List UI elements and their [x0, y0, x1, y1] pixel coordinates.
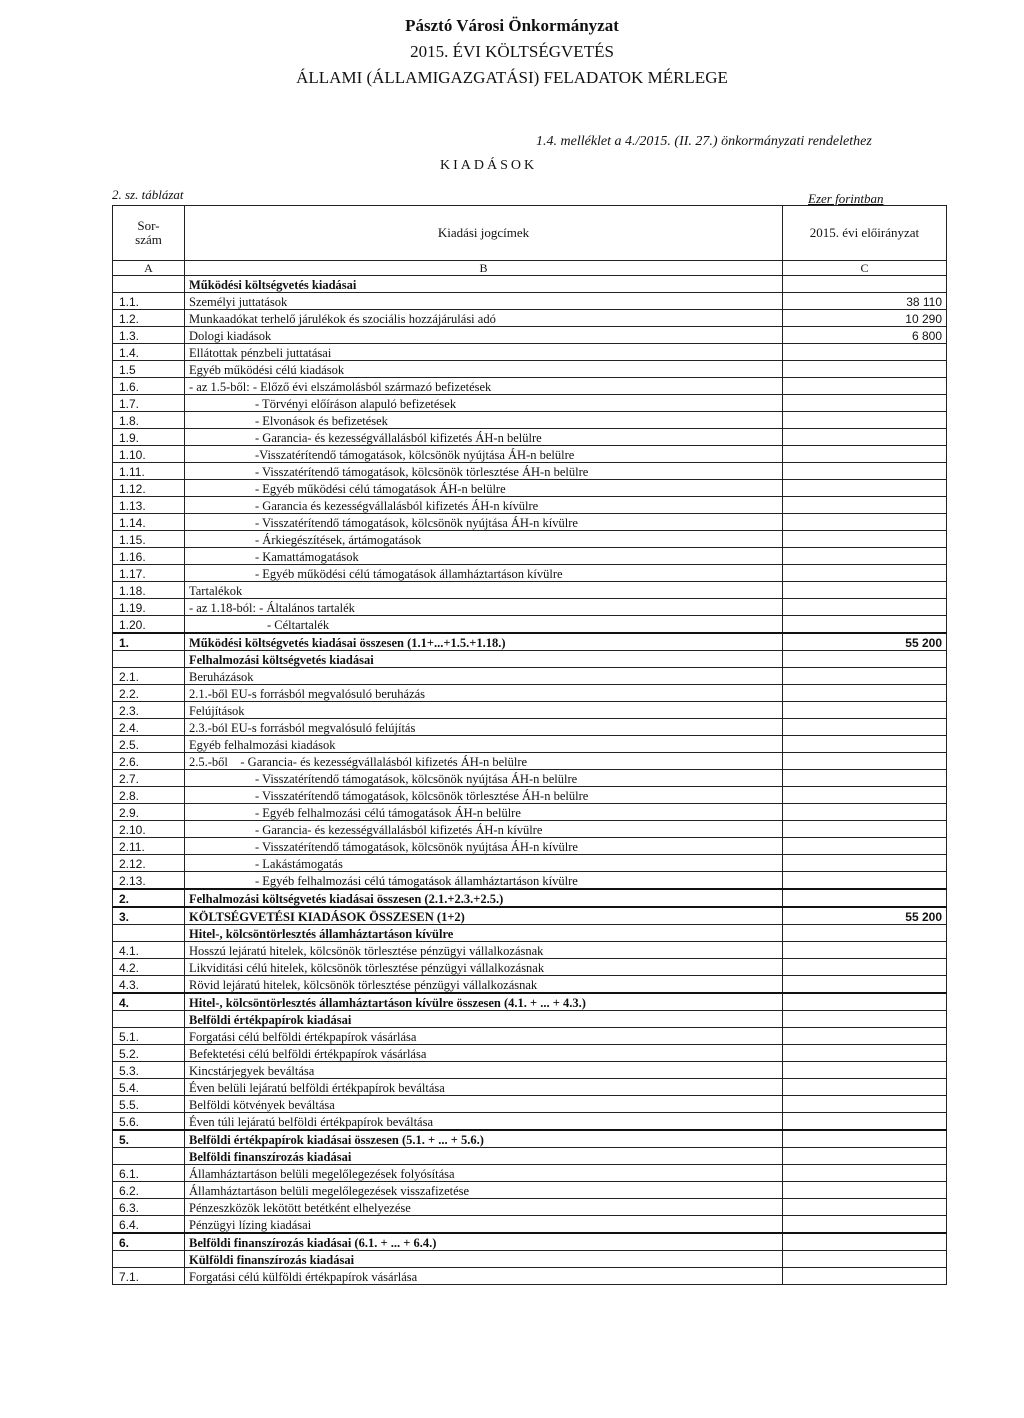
- row-amount: [783, 429, 947, 446]
- row-amount: 55 200: [783, 907, 947, 925]
- row-serial: 2.8.: [113, 787, 185, 804]
- table-row: [113, 531, 947, 548]
- table-row: [113, 548, 947, 565]
- table-row: [113, 344, 947, 361]
- table-row: [113, 412, 947, 429]
- row-amount: [783, 276, 947, 293]
- row-amount: [783, 531, 947, 548]
- row-amount: [783, 463, 947, 480]
- row-serial: 1.11.: [113, 463, 185, 480]
- row-serial: 2.11.: [113, 838, 185, 855]
- table-row: [113, 599, 947, 616]
- balance-title: ÁLLAMI (ÁLLAMIGAZGATÁSI) FELADATOK MÉRLEGE: [296, 68, 728, 87]
- row-serial: [113, 276, 185, 293]
- row-serial: 6.1.: [113, 1165, 185, 1182]
- row-serial: 6.2.: [113, 1182, 185, 1199]
- table-row: [113, 1216, 947, 1234]
- row-serial: [113, 925, 185, 942]
- table-row: [113, 293, 947, 310]
- row-label: Felhalmozási költségvetés kiadásai összesen (2.1.+2.3.+2.5.): [185, 889, 783, 907]
- row-label: Egyéb működési célú kiadások: [185, 361, 783, 378]
- row-amount: [783, 959, 947, 976]
- annex-reference: 1.4. melléklet a 4./2015. (II. 27.) önkormányzati rendelethez: [536, 134, 872, 149]
- row-amount: [783, 582, 947, 599]
- table-row: [113, 719, 947, 736]
- row-serial: 5.6.: [113, 1113, 185, 1131]
- row-label: 2.5.-ből - Garancia- és kezességvállalásból kifizetés ÁH-n belülre: [185, 753, 783, 770]
- row-serial: 1.18.: [113, 582, 185, 599]
- table-row: [113, 1268, 947, 1285]
- row-label: Belföldi értékpapírok kiadásai összesen (5.1. + ... + 5.6.): [185, 1130, 783, 1148]
- table-row: [113, 872, 947, 890]
- row-serial: 1.16.: [113, 548, 185, 565]
- row-label: - az 1.5-ből: - Előző évi elszámolásból származó befizetések: [185, 378, 783, 395]
- table-row: [113, 651, 947, 668]
- row-label: - Egyéb felhalmozási célú támogatások államháztartáson kívülre: [185, 872, 783, 890]
- row-serial: 2.1.: [113, 668, 185, 685]
- table-row: [113, 942, 947, 959]
- row-amount: [783, 1251, 947, 1268]
- row-serial: 1.3.: [113, 327, 185, 344]
- row-label: -Visszatérítendő támogatások, kölcsönök nyújtása ÁH-n belülre: [185, 446, 783, 463]
- row-amount: [783, 1045, 947, 1062]
- row-label: Belföldi finanszírozás kiadásai: [185, 1148, 783, 1165]
- row-amount: [783, 1113, 947, 1131]
- row-serial: 1.2.: [113, 310, 185, 327]
- letter-a: A: [113, 261, 185, 276]
- row-label: - Egyéb működési célú támogatások államháztartáson kívülre: [185, 565, 783, 582]
- row-serial: 7.1.: [113, 1268, 185, 1285]
- row-amount: [783, 599, 947, 616]
- row-label: Befektetési célú belföldi értékpapírok vásárlása: [185, 1045, 783, 1062]
- table-row: [113, 514, 947, 531]
- row-serial: 2.5.: [113, 736, 185, 753]
- row-amount: [783, 787, 947, 804]
- table-row: [113, 1148, 947, 1165]
- row-serial: 1.10.: [113, 446, 185, 463]
- expenditure-table: [112, 205, 947, 1285]
- row-serial: 2.7.: [113, 770, 185, 787]
- row-label: Kincstárjegyek beváltása: [185, 1062, 783, 1079]
- row-amount: [783, 1148, 947, 1165]
- row-label: Forgatási célú belföldi értékpapírok vásárlása: [185, 1028, 783, 1045]
- row-amount: [783, 395, 947, 412]
- row-label: Működési költségvetés kiadásai: [185, 276, 783, 293]
- row-serial: 1.12.: [113, 480, 185, 497]
- row-label: Éven túli lejáratú belföldi értékpapírok beváltása: [185, 1113, 783, 1131]
- row-amount: [783, 804, 947, 821]
- row-amount: [783, 1028, 947, 1045]
- row-amount: [783, 1199, 947, 1216]
- row-amount: [783, 1062, 947, 1079]
- table-row: [113, 565, 947, 582]
- row-amount: [783, 770, 947, 787]
- table-row: [113, 685, 947, 702]
- row-amount: [783, 976, 947, 994]
- row-label: - Visszatérítendő támogatások, kölcsönök törlesztése ÁH-n belülre: [185, 787, 783, 804]
- table-row: [113, 446, 947, 463]
- table-row: [113, 1011, 947, 1028]
- row-amount: 6 800: [783, 327, 947, 344]
- row-amount: [783, 548, 947, 565]
- table-row: [113, 310, 947, 327]
- row-amount: [783, 344, 947, 361]
- row-amount: [783, 702, 947, 719]
- row-serial: 2.2.: [113, 685, 185, 702]
- table-row: [113, 1165, 947, 1182]
- row-amount: [783, 361, 947, 378]
- row-serial: 3.: [113, 907, 185, 925]
- row-amount: 38 110: [783, 293, 947, 310]
- row-serial: 5.: [113, 1130, 185, 1148]
- row-label: Rövid lejáratú hitelek, kölcsönök törlesztése pénzügyi vállalkozásnak: [185, 976, 783, 994]
- unit-label: Ezer forintban: [808, 191, 884, 206]
- row-label: - Garancia- és kezességvállalásból kifizetés ÁH-n belülre: [185, 429, 783, 446]
- row-serial: [113, 1011, 185, 1028]
- row-amount: [783, 1079, 947, 1096]
- row-amount: [783, 651, 947, 668]
- table-row: [113, 838, 947, 855]
- row-amount: 10 290: [783, 310, 947, 327]
- row-serial: 2.12.: [113, 855, 185, 872]
- row-label: Dologi kiadások: [185, 327, 783, 344]
- letter-b: B: [185, 261, 783, 276]
- row-label: Pénzügyi lízing kiadásai: [185, 1216, 783, 1234]
- table-row: [113, 378, 947, 395]
- row-label: Pénzeszközök lekötött betétként elhelyezése: [185, 1199, 783, 1216]
- row-serial: 1.17.: [113, 565, 185, 582]
- row-serial: 1.8.: [113, 412, 185, 429]
- row-label: - Elvonások és befizetések: [185, 412, 783, 429]
- row-amount: [783, 480, 947, 497]
- table-row: [113, 497, 947, 514]
- table-row: [113, 1079, 947, 1096]
- header-serial: Sor- szám: [113, 206, 185, 261]
- row-serial: [113, 1148, 185, 1165]
- row-label: Munkaadókat terhelő járulékok és szociális hozzájárulási adó: [185, 310, 783, 327]
- row-label: KÖLTSÉGVETÉSI KIADÁSOK ÖSSZESEN (1+2): [185, 907, 783, 925]
- table-row: [113, 925, 947, 942]
- table-header-row: [113, 206, 947, 261]
- row-label: Külföldi finanszírozás kiadásai: [185, 1251, 783, 1268]
- row-amount: [783, 616, 947, 634]
- row-label: Tartalékok: [185, 582, 783, 599]
- row-serial: [113, 651, 185, 668]
- row-label: - Visszatérítendő támogatások, kölcsönök nyújtása ÁH-n kívülre: [185, 514, 783, 531]
- row-amount: [783, 1011, 947, 1028]
- table-row: [113, 1182, 947, 1199]
- row-label: 2.1.-ből EU-s forrásból megvalósuló beruházás: [185, 685, 783, 702]
- table-row: [113, 1251, 947, 1268]
- row-label: Hosszú lejáratú hitelek, kölcsönök törlesztése pénzügyi vállalkozásnak: [185, 942, 783, 959]
- row-label: Működési költségvetés kiadásai összesen (1.1+...+1.5.+1.18.): [185, 633, 783, 651]
- row-label: Beruházások: [185, 668, 783, 685]
- row-amount: [783, 446, 947, 463]
- row-serial: 1.13.: [113, 497, 185, 514]
- table-row: [113, 463, 947, 480]
- row-label: Felújítások: [185, 702, 783, 719]
- row-label: Államháztartáson belüli megelőlegezések folyósítása: [185, 1165, 783, 1182]
- row-serial: 5.3.: [113, 1062, 185, 1079]
- row-label: Egyéb felhalmozási kiadások: [185, 736, 783, 753]
- section-title: KIADÁSOK: [440, 158, 538, 173]
- row-label: Belföldi kötvények beváltása: [185, 1096, 783, 1113]
- row-amount: [783, 1268, 947, 1285]
- row-label: - Egyéb felhalmozási célú támogatások ÁH-n belülre: [185, 804, 783, 821]
- row-serial: 2.6.: [113, 753, 185, 770]
- table-row: [113, 429, 947, 446]
- row-amount: [783, 925, 947, 942]
- row-label: Személyi juttatások: [185, 293, 783, 310]
- row-serial: 5.5.: [113, 1096, 185, 1113]
- table-row: [113, 1233, 947, 1251]
- table-row: [113, 770, 947, 787]
- row-serial: 2.: [113, 889, 185, 907]
- row-amount: [783, 378, 947, 395]
- row-serial: 4.1.: [113, 942, 185, 959]
- row-label: - Garancia és kezességvállalásból kifizetés ÁH-n kívülre: [185, 497, 783, 514]
- row-serial: 1.: [113, 633, 185, 651]
- row-amount: [783, 1216, 947, 1234]
- row-serial: 5.4.: [113, 1079, 185, 1096]
- table-row: [113, 702, 947, 719]
- row-label: - Lakástámogatás: [185, 855, 783, 872]
- table-number: 2. sz. táblázat: [112, 187, 184, 202]
- row-serial: 1.9.: [113, 429, 185, 446]
- row-amount: [783, 565, 947, 582]
- row-serial: 2.13.: [113, 872, 185, 890]
- table-row: [113, 907, 947, 925]
- table-row: [113, 480, 947, 497]
- row-amount: [783, 1165, 947, 1182]
- row-label: - Egyéb működési célú támogatások ÁH-n belülre: [185, 480, 783, 497]
- row-amount: [783, 736, 947, 753]
- row-serial: 2.9.: [113, 804, 185, 821]
- table-row: [113, 976, 947, 994]
- row-amount: [783, 1130, 947, 1148]
- row-amount: [783, 838, 947, 855]
- table-row: [113, 276, 947, 293]
- table-row: [113, 633, 947, 651]
- table-row: [113, 668, 947, 685]
- table-row: [113, 1062, 947, 1079]
- table-row: [113, 736, 947, 753]
- table-row: [113, 1096, 947, 1113]
- row-serial: 1.20.: [113, 616, 185, 634]
- row-serial: 1.6.: [113, 378, 185, 395]
- row-amount: [783, 719, 947, 736]
- row-amount: [783, 855, 947, 872]
- row-label: 2.3.-ból EU-s forrásból megvalósuló felújítás: [185, 719, 783, 736]
- row-serial: 5.2.: [113, 1045, 185, 1062]
- row-amount: [783, 753, 947, 770]
- row-amount: [783, 1096, 947, 1113]
- row-amount: [783, 497, 947, 514]
- table-row: [113, 327, 947, 344]
- row-label: Forgatási célú külföldi értékpapírok vásárlása: [185, 1268, 783, 1285]
- row-amount: [783, 993, 947, 1011]
- row-label: - Kamattámogatások: [185, 548, 783, 565]
- table-row: [113, 582, 947, 599]
- row-label: - Visszatérítendő támogatások, kölcsönök nyújtása ÁH-n kívülre: [185, 838, 783, 855]
- row-amount: [783, 514, 947, 531]
- letter-c: C: [783, 261, 947, 276]
- row-amount: 55 200: [783, 633, 947, 651]
- table-row: [113, 361, 947, 378]
- table-row: [113, 959, 947, 976]
- row-serial: [113, 1251, 185, 1268]
- row-amount: [783, 668, 947, 685]
- row-label: - Visszatérítendő támogatások, kölcsönök nyújtása ÁH-n belülre: [185, 770, 783, 787]
- row-label: - Visszatérítendő támogatások, kölcsönök törlesztése ÁH-n belülre: [185, 463, 783, 480]
- table-row: [113, 889, 947, 907]
- row-serial: 2.3.: [113, 702, 185, 719]
- row-label: Hitel-, kölcsöntörlesztés államháztartáson kívülre: [185, 925, 783, 942]
- row-serial: 4.: [113, 993, 185, 1011]
- row-serial: 1.19.: [113, 599, 185, 616]
- row-serial: 1.4.: [113, 344, 185, 361]
- table-row: [113, 855, 947, 872]
- row-label: Éven belüli lejáratú belföldi értékpapírok beváltása: [185, 1079, 783, 1096]
- row-serial: 4.3.: [113, 976, 185, 994]
- table-row: [113, 1028, 947, 1045]
- table-row: [113, 787, 947, 804]
- row-amount: [783, 1182, 947, 1199]
- table-row: [113, 993, 947, 1011]
- row-amount: [783, 821, 947, 838]
- row-amount: [783, 889, 947, 907]
- row-amount: [783, 942, 947, 959]
- row-serial: 5.1.: [113, 1028, 185, 1045]
- table-row: [113, 616, 947, 634]
- row-amount: [783, 1233, 947, 1251]
- row-label: - Céltartalék: [185, 616, 783, 634]
- row-serial: 1.5: [113, 361, 185, 378]
- row-label: Államháztartáson belüli megelőlegezések visszafizetése: [185, 1182, 783, 1199]
- column-letter-row: [113, 261, 947, 276]
- row-serial: 1.15.: [113, 531, 185, 548]
- table-row: [113, 395, 947, 412]
- table-row: [113, 1045, 947, 1062]
- budget-title: 2015. ÉVI KÖLTSÉGVETÉS: [410, 42, 614, 61]
- row-label: Felhalmozási költségvetés kiadásai: [185, 651, 783, 668]
- row-label: Belföldi értékpapírok kiadásai: [185, 1011, 783, 1028]
- row-serial: 2.4.: [113, 719, 185, 736]
- row-serial: 6.4.: [113, 1216, 185, 1234]
- row-serial: 6.: [113, 1233, 185, 1251]
- row-label: Likviditási célú hitelek, kölcsönök törlesztése pénzügyi vállalkozásnak: [185, 959, 783, 976]
- table-row: [113, 804, 947, 821]
- row-label: - Árkiegészítések, ártámogatások: [185, 531, 783, 548]
- table-row: [113, 753, 947, 770]
- row-amount: [783, 685, 947, 702]
- row-label: Ellátottak pénzbeli juttatásai: [185, 344, 783, 361]
- municipality-title: Pásztó Városi Önkormányzat: [405, 16, 619, 35]
- row-serial: 4.2.: [113, 959, 185, 976]
- row-amount: [783, 872, 947, 890]
- row-serial: 6.3.: [113, 1199, 185, 1216]
- table-row: [113, 1199, 947, 1216]
- row-label: Hitel-, kölcsöntörlesztés államháztartáson kívülre összesen (4.1. + ... + 4.3.): [185, 993, 783, 1011]
- table-row: [113, 1113, 947, 1131]
- row-serial: 1.14.: [113, 514, 185, 531]
- row-label: - az 1.18-ból: - Általános tartalék: [185, 599, 783, 616]
- header-appropriation: 2015. évi előirányzat: [783, 206, 947, 261]
- row-serial: 1.7.: [113, 395, 185, 412]
- row-label: - Törvényi előíráson alapuló befizetések: [185, 395, 783, 412]
- row-label: Belföldi finanszírozás kiadásai (6.1. + ... + 6.4.): [185, 1233, 783, 1251]
- table-row: [113, 1130, 947, 1148]
- row-label: - Garancia- és kezességvállalásból kifizetés ÁH-n kívülre: [185, 821, 783, 838]
- row-amount: [783, 412, 947, 429]
- row-serial: 1.1.: [113, 293, 185, 310]
- table-row: [113, 821, 947, 838]
- header-title: Kiadási jogcímek: [185, 206, 783, 261]
- row-serial: 2.10.: [113, 821, 185, 838]
